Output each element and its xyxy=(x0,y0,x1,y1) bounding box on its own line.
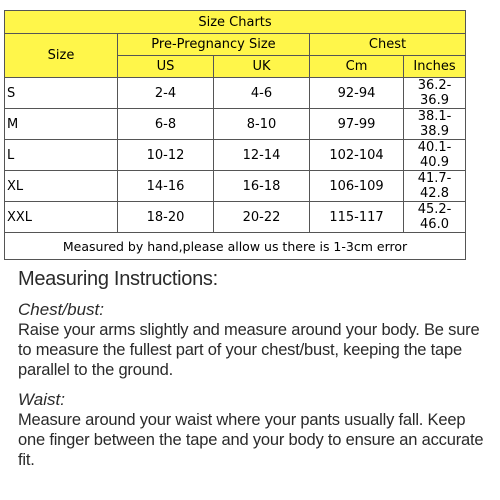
us-subheader: US xyxy=(118,56,214,78)
measurement-error-note: Measured by hand,please allow us there is 1-3cm error xyxy=(5,233,466,260)
size-chart-table xyxy=(4,10,466,260)
table-row xyxy=(5,202,466,233)
size-cell: L xyxy=(5,140,118,171)
table-row xyxy=(5,78,466,109)
measuring-instructions xyxy=(18,268,488,480)
size-cell: XL xyxy=(5,171,118,202)
table-row xyxy=(5,140,466,171)
us-size-cell: 2-4 xyxy=(118,78,214,109)
chest-inches-cell: 41.7-42.8 xyxy=(404,171,466,202)
size-chart-header-row xyxy=(5,34,466,56)
uk-size-cell: 8-10 xyxy=(214,109,310,140)
size-chart-title-row xyxy=(5,11,466,34)
uk-size-cell: 16-18 xyxy=(214,171,310,202)
chest-cm-cell: 102-104 xyxy=(310,140,404,171)
uk-size-cell: 4-6 xyxy=(214,78,310,109)
chest-cm-cell: 92-94 xyxy=(310,78,404,109)
us-size-cell: 6-8 xyxy=(118,109,214,140)
uk-size-cell: 12-14 xyxy=(214,140,310,171)
chest-inches-cell: 36.2-36.9 xyxy=(404,78,466,109)
table-row xyxy=(5,171,466,202)
uk-size-cell: 20-22 xyxy=(214,202,310,233)
size-cell: XXL xyxy=(5,202,118,233)
size-cell: M xyxy=(5,109,118,140)
waist-text: Measure around your waist where your pants usually fall. Keep one finger between the tape and your body to ensure an accurate fit. xyxy=(18,411,484,469)
chest-inches-cell: 40.1-40.9 xyxy=(404,140,466,171)
chest-inches-cell: 38.1-38.9 xyxy=(404,109,466,140)
waist-label: Waist: xyxy=(18,390,65,409)
inches-subheader: Inches xyxy=(404,56,466,78)
us-size-cell: 10-12 xyxy=(118,140,214,171)
instructions-heading: Measuring Instructions: xyxy=(18,268,218,290)
chest-bust-text: Raise your arms slightly and measure around your body. Be sure to measure the fullest part of your chest/bust, keeping the tape parallel to the ground. xyxy=(18,321,480,379)
pre-pregnancy-size-header: Pre-Pregnancy Size xyxy=(118,34,310,56)
size-chart-title: Size Charts xyxy=(5,11,466,34)
chest-bust-label: Chest/bust: xyxy=(18,300,104,319)
chest-inches-cell: 45.2-46.0 xyxy=(404,202,466,233)
chest-cm-cell: 106-109 xyxy=(310,171,404,202)
chest-header: Chest xyxy=(310,34,466,56)
size-chart-footer-row xyxy=(5,233,466,260)
table-row xyxy=(5,109,466,140)
cm-subheader: Cm xyxy=(310,56,404,78)
chest-cm-cell: 97-99 xyxy=(310,109,404,140)
uk-subheader: UK xyxy=(214,56,310,78)
us-size-cell: 14-16 xyxy=(118,171,214,202)
chest-cm-cell: 115-117 xyxy=(310,202,404,233)
size-column-header: Size xyxy=(5,34,118,78)
size-cell: S xyxy=(5,78,118,109)
us-size-cell: 18-20 xyxy=(118,202,214,233)
